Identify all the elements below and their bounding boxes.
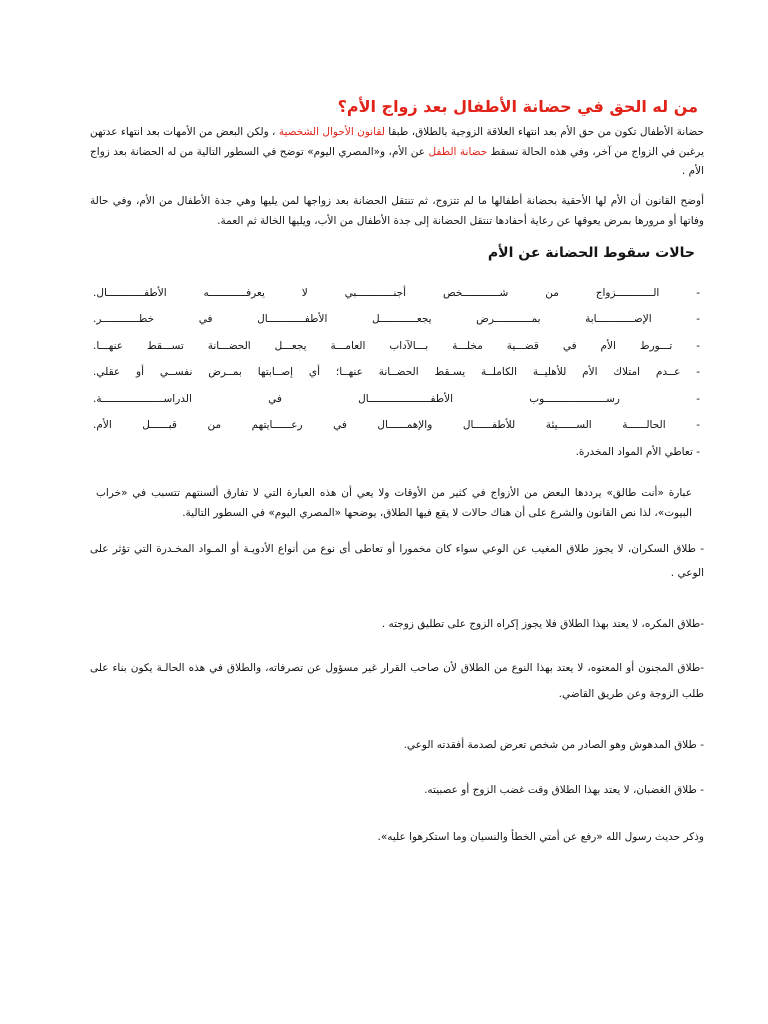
custody-loss-item: - الإصــــــــــــابة بمــــــــــــرض يجعــــــــــــل الأطفــــــــــــال في خطــــــــــــر. xyxy=(93,313,700,325)
intro-text-end: عن الأم، و«المصري اليوم» توضح في السطور التالية من له الحضانة بعد زواج الأم . xyxy=(90,145,704,177)
hadith-paragraph: وذكر حديث رسول الله «رفع عن أمتي الخطأ والنسيان وما استكرهوا عليه». xyxy=(377,830,704,843)
divorce-case-item: - طلاق المدهوش وهو الصادر من شخص تعرض لصدمة أفقدته الوعي. xyxy=(403,738,704,751)
document-page xyxy=(90,0,704,849)
custody-loss-list xyxy=(90,280,704,466)
personal-status-law-link[interactable]: لقانون الأحوال الشخصية xyxy=(278,126,385,138)
divorce-case-item: - طلاق السكران، لا يجوز طلاق المغيب عن الوعي سواء كان مخمورا أو تعاطى أى نوع من أنواع الأدويـة أو المـواد المخـدرة التي تؤثر على الوعي . xyxy=(90,542,704,579)
intro-paragraph xyxy=(90,123,704,182)
intro-text-start: حضانة الأطفال تكون من حق الأم بعد انتهاء العلاقة الزوجية بالطلاق، طبقا xyxy=(384,126,704,138)
divorce-case-item: -طلاق المكره، لا يعتد بهذا الطلاق فلا يجوز إكراه الزوج على تطليق زوجته . xyxy=(381,617,704,630)
custody-loss-item: - تعاطي الأم المواد المخدرة. xyxy=(575,445,700,458)
custody-loss-item: - عــدم امتلاك الأم للأهليــة الكاملــة يسـقط الحضــانة عنهــا؛ أي إصــابتها بمــرض نفســي أو عقلي. xyxy=(93,366,700,378)
divorce-case-item: -طلاق المجنون أو المعتوه، لا يعتد بهذا النوع من الطلاق لأن صاحب القرار غير مسؤول عن تصرفاته، والطلاق في هذه الحالـة يكون بناء على طلب الزوجة وعن طريق القاضي. xyxy=(90,661,704,700)
article-title: من له الحق في حضانة الأطفال بعد زواج الأم؟ xyxy=(337,97,698,116)
custody-order-paragraph: أوضح القانون أن الأم لها الأحقية بحضانة أطفالها ما لم تتزوج، ثم تنتقل الحضانة بعد زواجها لمن يليها وهي جدة الأطفال من الأم، وفي حالة وفاتها أو مرورها بمرض يعوقها عن رعاية أحفادها تنتقل الحضانة إلى جدة الأطفال من الأب، ويليها الخالة ثم العمة. xyxy=(90,195,704,227)
divorce-intro-paragraph: عبارة «أنت طالق» يرددها البعض من الأزواج في كثير من الأوقات ولا يعي أن هذه العبارة التي لا تفارق ألسنتهم تتسبب في «خراب البيوت»، لذا نص القانون والشرع على أن هناك حالات لا يقع فيها الطلاق، يوضحها «المصري اليوم» في السطور التالية. xyxy=(96,486,692,519)
child-custody-link[interactable]: حضانة الطفل xyxy=(428,145,488,158)
section-heading: حالات سقوط الحضانة عن الأم xyxy=(487,244,695,261)
custody-loss-item: - تـــورط الأم في قضـــية مخلـــة بـــالآداب العامـــة يجعـــل الحضـــانة تســـقط عنهـــا. xyxy=(93,339,700,352)
divorce-case-item: - طلاق الغضبان، لا يعتد بهذا الطلاق وقت غضب الزوج أو عصبيته. xyxy=(424,783,704,796)
custody-loss-item: - رســــــــــــــــــــوب الأطفــــــــــــــــــــال في الدراســــــــــــــــــــة. xyxy=(93,392,700,405)
intro-text-middle: ، ولكن البعض من الأمهات بعد انتهاء عدتهن يرغبن في الزواج من آخر، وفي هذه الحالة تسقط xyxy=(90,126,704,158)
custody-loss-item: - الحالــــــة الســــــيئة للأطفــــــال والإهمــــــال في رعــــــايتهم من قبــــــل الأم. xyxy=(93,419,700,431)
custody-loss-item: - الــــــــــــزواج من شــــــــــــخص أجنــــــــــــبي لا يعرفــــــــــــه الأطفــــــــــــال. xyxy=(93,286,700,299)
